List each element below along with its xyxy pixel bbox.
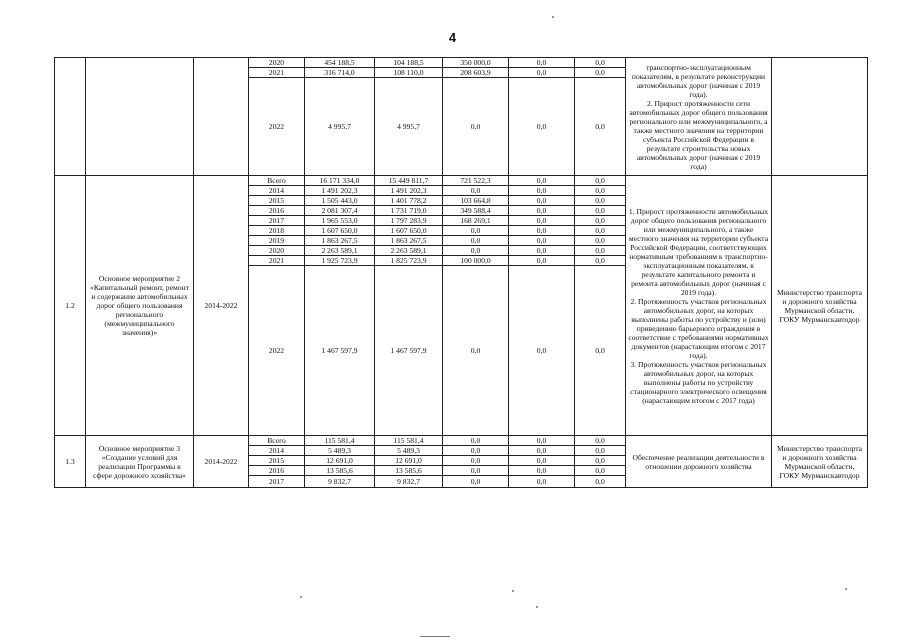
table-row bbox=[55, 58, 868, 68]
local-budget-cell: 0,0 bbox=[509, 446, 575, 456]
other-sources-cell: 0,0 bbox=[575, 196, 626, 206]
local-budget-cell: 0,0 bbox=[509, 216, 575, 226]
total-cell: 1 925 723,9 bbox=[305, 256, 375, 266]
total-cell: 9 832,7 bbox=[305, 476, 375, 488]
scan-speck bbox=[552, 16, 554, 18]
local-budget-cell: 0,0 bbox=[509, 68, 575, 78]
other-sources-cell: 0,0 bbox=[575, 78, 626, 176]
scan-speck bbox=[512, 590, 514, 592]
year-cell: 2014 bbox=[249, 446, 305, 456]
regional-budget-cell: 115 581,4 bbox=[375, 436, 443, 446]
regional-budget-cell: 1 607 650,0 bbox=[375, 226, 443, 236]
other-sources-cell: 0,0 bbox=[575, 226, 626, 236]
regional-budget-cell: 4 995,7 bbox=[375, 78, 443, 176]
year-cell: Всего bbox=[249, 436, 305, 446]
year-cell: 2021 bbox=[249, 256, 305, 266]
local-budget-cell: 0,0 bbox=[509, 196, 575, 206]
other-sources-cell: 0,0 bbox=[575, 266, 626, 436]
total-cell: 1 467 597,9 bbox=[305, 266, 375, 436]
total-cell: 1 965 553,0 bbox=[305, 216, 375, 226]
period: 2014-2022 bbox=[194, 176, 249, 436]
local-budget-cell: 0,0 bbox=[509, 236, 575, 246]
other-sources-cell: 0,0 bbox=[575, 236, 626, 246]
year-cell: 2015 bbox=[249, 456, 305, 466]
local-budget-cell: 0,0 bbox=[509, 58, 575, 68]
regional-budget-cell: 108 110,0 bbox=[375, 68, 443, 78]
regional-budget-cell: 1 825 723,9 bbox=[375, 256, 443, 266]
federal-budget-cell: 208 603,9 bbox=[443, 68, 509, 78]
federal-budget-cell: 349 588,4 bbox=[443, 206, 509, 216]
year-cell: Всего bbox=[249, 176, 305, 186]
local-budget-cell: 0,0 bbox=[509, 186, 575, 196]
regional-budget-cell: 104 188,5 bbox=[375, 58, 443, 68]
year-cell: 2016 bbox=[249, 466, 305, 476]
target-indicators: транспортно-эксплуатационным показателям, в результате реконструкции автомобильных дорог (начиная с 2019 года). 2. Прирост протяженности сети автомобильных дорог общего пользования регионального или межмуниципального, а также местного значения на территории субъекта Российской Федерации в результате строительства новых автомобильных дорог (начиная с 2019 года) bbox=[626, 58, 772, 176]
total-cell: 1 607 650,0 bbox=[305, 226, 375, 236]
regional-budget-cell: 13 585,6 bbox=[375, 466, 443, 476]
measure-name: Основное мероприятие 2 «Капитальный ремонт, ремонт и содержание автомобильных дорог общего пользования регионального (межмуниципального значения)» bbox=[86, 176, 194, 436]
page-number: 4 bbox=[448, 30, 457, 45]
total-cell: 1 863 267,5 bbox=[305, 236, 375, 246]
total-cell: 454 188,5 bbox=[305, 58, 375, 68]
regional-budget-cell: 1 467 597,9 bbox=[375, 266, 443, 436]
scan-speck bbox=[536, 606, 538, 608]
section-number: 1.3 bbox=[55, 436, 86, 488]
local-budget-cell: 0,0 bbox=[509, 256, 575, 266]
year-cell: 2017 bbox=[249, 476, 305, 488]
measure-name bbox=[86, 58, 194, 176]
federal-budget-cell: 100 000,0 bbox=[443, 256, 509, 266]
regional-budget-cell: 1 401 778,2 bbox=[375, 196, 443, 206]
year-cell: 2022 bbox=[249, 266, 305, 436]
period bbox=[194, 58, 249, 176]
federal-budget-cell: 0,0 bbox=[443, 456, 509, 466]
federal-budget-cell: 0,0 bbox=[443, 446, 509, 456]
other-sources-cell: 0,0 bbox=[575, 216, 626, 226]
total-cell: 16 171 334,0 bbox=[305, 176, 375, 186]
federal-budget-cell: 0,0 bbox=[443, 226, 509, 236]
total-cell: 2 081 307,4 bbox=[305, 206, 375, 216]
year-cell: 2015 bbox=[249, 196, 305, 206]
year-cell: 2020 bbox=[249, 246, 305, 256]
other-sources-cell: 0,0 bbox=[575, 466, 626, 476]
local-budget-cell: 0,0 bbox=[509, 466, 575, 476]
federal-budget-cell: 103 664,8 bbox=[443, 196, 509, 206]
year-cell: 2014 bbox=[249, 186, 305, 196]
total-cell: 115 581,4 bbox=[305, 436, 375, 446]
total-cell: 1 505 443,0 bbox=[305, 196, 375, 206]
year-cell: 2016 bbox=[249, 206, 305, 216]
total-cell: 2 263 589,1 bbox=[305, 246, 375, 256]
total-cell: 4 995,7 bbox=[305, 78, 375, 176]
total-cell: 316 714,0 bbox=[305, 68, 375, 78]
local-budget-cell: 0,0 bbox=[509, 266, 575, 436]
other-sources-cell: 0,0 bbox=[575, 436, 626, 446]
period: 2014-2022 bbox=[194, 436, 249, 488]
executor: Министерство транспорта и дорожного хозяйства Мурманской области, ГОКУ Мурманскавтодор bbox=[772, 436, 868, 488]
local-budget-cell: 0,0 bbox=[509, 436, 575, 446]
federal-budget-cell: 0,0 bbox=[443, 236, 509, 246]
measure-name: Основное мероприятие 3 «Создание условий для реализации Программы в сфере дорожного хозяйства» bbox=[86, 436, 194, 488]
year-cell: 2022 bbox=[249, 78, 305, 176]
other-sources-cell: 0,0 bbox=[575, 256, 626, 266]
total-cell: 5 489,3 bbox=[305, 446, 375, 456]
federal-budget-cell: 350 000,0 bbox=[443, 58, 509, 68]
regional-budget-cell: 9 832,7 bbox=[375, 476, 443, 488]
regional-budget-cell: 1 731 719,0 bbox=[375, 206, 443, 216]
scan-speck bbox=[300, 596, 302, 598]
year-cell: 2018 bbox=[249, 226, 305, 236]
executor: Министерство транспорта и дорожного хозяйства Мурманской области, ГОКУ Мурманскавтодор bbox=[772, 176, 868, 436]
target-indicators: 1. Прирост протяженности автомобильных дорог общего пользования регионального или межмуниципального, а также местного значения на территории субъекта Российской Федерации, соответствующих нормативным требованиям к транспортно-эксплуатационным показателям, в результате капитального ремонта и ремонта автомобильных дорог (начиная с 2019 года). 2. Протяженность участков региональных автомобильных дорог, на которых выполнены работы по устройству и (или) приведению барьерного ограждения в соответствие с требованиями нормативных документов (нарастающим итогом с 2017 года). 3. Протяженность участков региональных автомобильных дорог, на которых выполнены работы по устройству стационарного электрического освещения (нарастающим итогом с 2017 года) bbox=[626, 176, 772, 436]
federal-budget-cell: 0,0 bbox=[443, 436, 509, 446]
scan-speck bbox=[845, 588, 847, 590]
regional-budget-cell: 1 863 267,5 bbox=[375, 236, 443, 246]
table-row bbox=[55, 436, 868, 446]
year-cell: 2017 bbox=[249, 216, 305, 226]
other-sources-cell: 0,0 bbox=[575, 246, 626, 256]
federal-budget-cell: 0,0 bbox=[443, 266, 509, 436]
total-cell: 12 691,0 bbox=[305, 456, 375, 466]
other-sources-cell: 0,0 bbox=[575, 206, 626, 216]
target-indicators: Обеспечение реализации деятельности в отношении дорожного хозяйства bbox=[626, 436, 772, 488]
section-number bbox=[55, 58, 86, 176]
section-number: 1.2 bbox=[55, 176, 86, 436]
other-sources-cell: 0,0 bbox=[575, 68, 626, 78]
local-budget-cell: 0,0 bbox=[509, 246, 575, 256]
table-row bbox=[55, 176, 868, 186]
other-sources-cell: 0,0 bbox=[575, 186, 626, 196]
scan-mark bbox=[420, 636, 450, 637]
other-sources-cell: 0,0 bbox=[575, 446, 626, 456]
local-budget-cell: 0,0 bbox=[509, 476, 575, 488]
regional-budget-cell: 1 491 202,3 bbox=[375, 186, 443, 196]
local-budget-cell: 0,0 bbox=[509, 456, 575, 466]
federal-budget-cell: 721 522,3 bbox=[443, 176, 509, 186]
year-cell: 2020 bbox=[249, 58, 305, 68]
federal-budget-cell: 168 269,1 bbox=[443, 216, 509, 226]
program-table bbox=[54, 57, 868, 488]
other-sources-cell: 0,0 bbox=[575, 58, 626, 68]
executor bbox=[772, 58, 868, 176]
other-sources-cell: 0,0 bbox=[575, 456, 626, 466]
federal-budget-cell: 0,0 bbox=[443, 476, 509, 488]
regional-budget-cell: 1 797 283,9 bbox=[375, 216, 443, 226]
federal-budget-cell: 0,0 bbox=[443, 186, 509, 196]
regional-budget-cell: 2 263 589,1 bbox=[375, 246, 443, 256]
regional-budget-cell: 15 449 811,7 bbox=[375, 176, 443, 186]
federal-budget-cell: 0,0 bbox=[443, 466, 509, 476]
federal-budget-cell: 0,0 bbox=[443, 246, 509, 256]
total-cell: 13 585,6 bbox=[305, 466, 375, 476]
total-cell: 1 491 202,3 bbox=[305, 186, 375, 196]
year-cell: 2021 bbox=[249, 68, 305, 78]
regional-budget-cell: 12 691,0 bbox=[375, 456, 443, 466]
local-budget-cell: 0,0 bbox=[509, 78, 575, 176]
local-budget-cell: 0,0 bbox=[509, 176, 575, 186]
year-cell: 2019 bbox=[249, 236, 305, 246]
regional-budget-cell: 5 489,3 bbox=[375, 446, 443, 456]
other-sources-cell: 0,0 bbox=[575, 476, 626, 488]
local-budget-cell: 0,0 bbox=[509, 226, 575, 236]
other-sources-cell: 0,0 bbox=[575, 176, 626, 186]
local-budget-cell: 0,0 bbox=[509, 206, 575, 216]
federal-budget-cell: 0,0 bbox=[443, 78, 509, 176]
